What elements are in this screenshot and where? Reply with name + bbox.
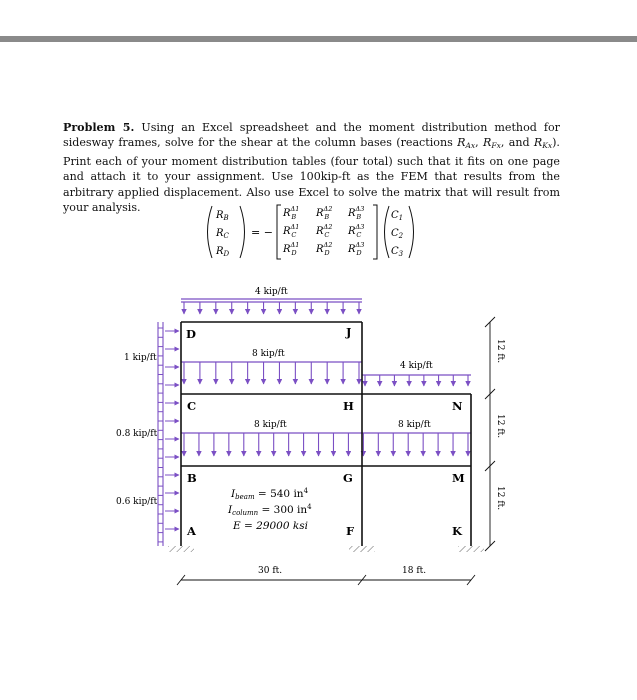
joint-m: M (452, 471, 465, 485)
equals-minus: = − (251, 226, 273, 239)
prop-ibeam: Ibeam = 540 $in^4$ (231, 487, 309, 501)
matrix-equation (208, 205, 414, 259)
dim-span-2: 18 ft. (402, 566, 427, 576)
lhs-left-paren (208, 206, 213, 258)
dim-height-mid: 12 ft. (495, 414, 505, 439)
joint-f: F (346, 524, 355, 538)
load-label-hn: 8 kip/ft (398, 420, 431, 430)
comma-2: , and (500, 136, 534, 150)
matrix-entry: $R^{\Delta 3}$ B (348, 205, 365, 221)
matrix-entries (282, 205, 364, 257)
rhs-right-paren (409, 206, 414, 258)
reaction-fx-sub: Fx (491, 141, 501, 151)
load-label-ch: 8 kip/ft (254, 420, 287, 430)
lhs-rd: $R_D$ (216, 246, 230, 258)
matrix-entry: $R^{\Delta 1}$ D (283, 241, 300, 257)
reaction-fx: R (483, 136, 492, 150)
problem-text-1: Using an Excel spreadsheet and the moment distribution method for sidesway frames, solve for the shear at the column bases (reactions (63, 121, 560, 150)
height-dimensions (485, 317, 495, 551)
frame-figure (116, 287, 505, 585)
span-dimensions (177, 575, 475, 585)
joint-a: A (187, 524, 196, 538)
matrix-entry: $R^{\Delta 3}$ D (348, 241, 365, 257)
comma-1: , (475, 136, 484, 150)
problem-text-2: ). Print each of your moment distribution tables (four total) such that it fits on one page and attach it to your assignment. Use 100kip-ft as the FEM that results from the arbitrary applied displacement. Also use Excel to solve the matrix that will result from your analysis. (63, 136, 560, 215)
lhs-rb: $R_B$ (216, 210, 229, 222)
matrix-right-bracket (373, 205, 377, 259)
support-f (349, 546, 375, 552)
joint-d: D (186, 327, 196, 341)
lhs-right-paren (240, 206, 245, 258)
joint-c: C (187, 399, 197, 413)
dim-height-bottom: 12 ft. (495, 486, 505, 511)
roof-load (181, 299, 362, 302)
matrix-entry: $R^{\Delta 1}$ B (283, 205, 300, 221)
dim-height-top: 12 ft. (495, 339, 505, 364)
reaction-ax-sub: Ax (465, 141, 476, 151)
prop-e: E = 29000 ksi (233, 520, 308, 532)
joint-n: N (452, 399, 463, 413)
joint-k: K (452, 524, 462, 538)
reaction-ax: R (457, 136, 466, 150)
matrix-entry: $R^{\Delta 2}$ C (316, 223, 333, 239)
frame-members (181, 322, 471, 546)
load-label-dj: 8 kip/ft (252, 349, 285, 359)
load-label-right-top: 4 kip/ft (400, 361, 433, 371)
rhs-c2: $C_2$ (391, 228, 404, 240)
lateral-label-bottom: 0.6 kip/ft (116, 497, 158, 507)
joint-b: B (187, 471, 197, 485)
problem-heading: Problem 5. (63, 121, 135, 134)
load-label-roof: 4 kip/ft (255, 287, 288, 297)
support-a (168, 546, 194, 552)
reaction-kx-sub: Kx (542, 141, 553, 151)
lateral-label-top: 1 kip/ft (124, 353, 157, 363)
matrix-entry: $R^{\Delta 1}$ C (283, 223, 300, 239)
matrix-entry: $R^{\Delta 2}$ B (316, 205, 333, 221)
reaction-kx: R (533, 136, 543, 150)
lateral-arrows (158, 328, 179, 542)
rhs-c3: $C_3$ (391, 246, 404, 258)
prop-icolumn: Icolumn = 300 $in^4$ (228, 503, 312, 517)
joint-j: J (346, 325, 352, 339)
joint-h: H (343, 399, 354, 413)
matrix-left-bracket (277, 205, 281, 259)
rhs-c1: $C_1$ (391, 210, 404, 222)
matrix-entry: $R^{\Delta 2}$ D (316, 241, 333, 257)
lateral-label-mid: 0.8 kip/ft (116, 429, 158, 439)
joint-g: G (343, 471, 353, 485)
rhs-left-paren (385, 206, 390, 258)
lhs-rc: $R_C$ (216, 228, 229, 240)
dim-span-1: 30 ft. (258, 566, 283, 576)
matrix-entry: $R^{\Delta 3}$ C (348, 223, 365, 239)
support-k (458, 546, 484, 552)
